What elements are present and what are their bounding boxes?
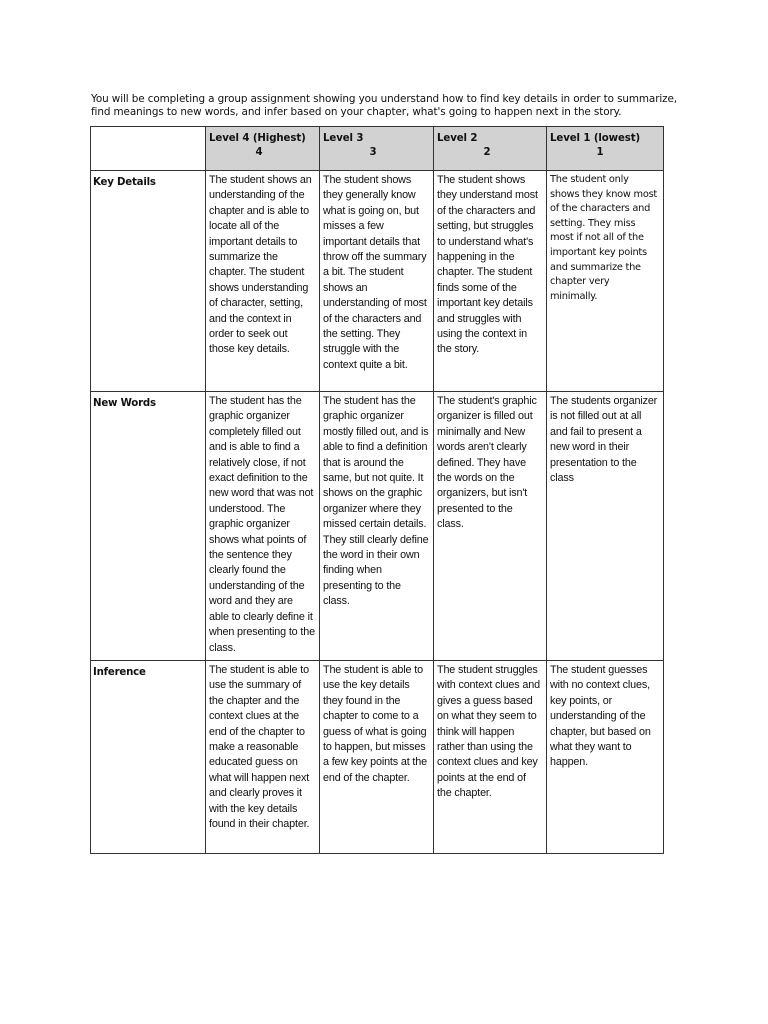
row-label-cell <box>91 661 206 854</box>
rubric-cell <box>320 171 434 392</box>
header-row <box>91 127 664 171</box>
rubric-cell <box>547 392 664 661</box>
cell-text: The student shows they understand most of the characters and setting, but struggles to understand what's happening in the chapter. The student finds some of the important key details and struggles with using the context in the story. <box>437 174 538 356</box>
row-label: New Words <box>93 398 156 409</box>
row-label: Inference <box>93 667 146 678</box>
header-cell-level-4 <box>206 127 320 171</box>
cell-text: The student has the graphic organizer completely filled out and is able to find a relatively close, if not exact definition to the new word that was not understood. The graphic organizer shows what points of the sentence they clearly found the understanding of the word and they are able to clearly define it when presenting to the class. <box>209 395 315 654</box>
cell-text: The student guesses with no context clues, key points, or understanding of the chapter, but based on what they want to happen. <box>550 664 651 769</box>
rubric-cell <box>434 171 547 392</box>
cell-text: The student only shows they know most of the characters and setting. They miss most if not all of the important key points and summarize the chapter very minimally. <box>550 174 658 302</box>
row-label: Key Details <box>93 177 156 188</box>
cell-text: The student is able to use the summary of the chapter and the context clues at the end of the chapter to make a reasonable educated guess on what will happen next and clearly proves it with the key details found in their chapter. <box>209 664 310 831</box>
rubric-cell <box>206 171 320 392</box>
rubric-cell <box>206 392 320 661</box>
table-row-new-words <box>91 392 664 661</box>
cell-text: The student shows they generally know what is going on, but misses a few important details that throw off the summary a bit. The student shows an understanding of most of the characters and the setting. They struggle with the context quite a bit. <box>323 174 427 371</box>
row-label-cell <box>91 392 206 661</box>
header-cell-level-2 <box>434 127 547 171</box>
cell-text: The student's graphic organizer is filled out minimally and New words aren't clearly defined. They have the words on the organizers, but isn't presented to the class. <box>437 395 537 531</box>
header-cell-level-3 <box>320 127 434 171</box>
cell-text: The students organizer is not filled out at all and fail to present a new word in their presentation to the class <box>550 395 658 485</box>
cell-text: The student has the graphic organizer mostly filled out, and is able to find a definition that is around the same, but not quite. It shows on the graphic organizer where they missed certain details. They still clearly define the word in their own finding when presenting to the class. <box>323 395 429 608</box>
table-row-inference <box>91 661 664 854</box>
rubric-cell <box>206 661 320 854</box>
header-number: 1 <box>596 147 604 158</box>
intro-paragraph: You will be completing a group assignment showing you understand how to find key details in order to summarize, find meanings to new words, and infer based on your chapter, what's going to happen next in the story. <box>91 93 678 118</box>
cell-text: The student shows an understanding of the chapter and is able to locate all of the important details to summarize the chapter. The student shows understanding of character, setting, and the context in order to seek out those key details. <box>209 174 312 356</box>
row-label-cell <box>91 171 206 392</box>
header-cell-level-1 <box>547 127 664 171</box>
rubric-cell <box>547 661 664 854</box>
header-label: Level 1 (lowest) <box>550 133 641 144</box>
rubric-cell <box>434 661 547 854</box>
header-number: 3 <box>369 147 377 158</box>
rubric-table <box>90 126 664 854</box>
header-number: 4 <box>255 147 263 158</box>
header-corner-cell <box>91 127 206 171</box>
rubric-cell <box>320 392 434 661</box>
header-label: Level 3 <box>323 133 364 144</box>
rubric-cell <box>547 171 664 392</box>
header-number: 2 <box>483 147 491 158</box>
cell-text: The student struggles with context clues and gives a guess based on what they seem to think will happen rather than using the context clues and key points at the end of the chapter. <box>437 664 540 800</box>
rubric-cell <box>434 392 547 661</box>
table-row-key-details <box>91 171 664 392</box>
cell-text: The student is able to use the key details they found in the chapter to come to a guess of what is going to happen, but misses a few key points at the end of the chapter. <box>323 664 427 784</box>
header-label: Level 4 (Highest) <box>209 133 306 144</box>
header-label: Level 2 <box>437 133 478 144</box>
rubric-cell <box>320 661 434 854</box>
